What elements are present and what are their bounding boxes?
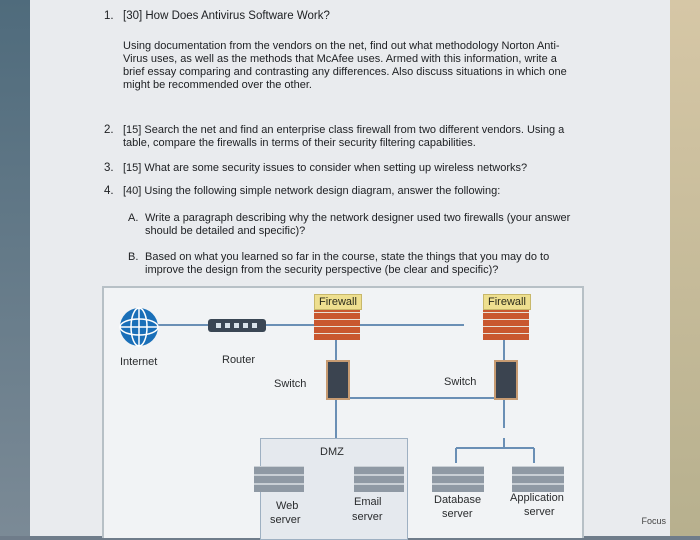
q4a-line2: should be detailed and specific)? [145,225,306,237]
web-server-icon [254,466,304,492]
q1-line3: brief essay comparing and contrasting any differences. Also discuss situations in which one [123,66,567,78]
globe-icon [118,306,160,348]
q4b-line2: improve the design from the security perspective (be clear and specific)? [145,264,499,276]
q3-number: 3. [104,162,114,174]
q1-line1: Using documentation from the vendors on the net, find out what methodology Norton Anti- [123,40,560,52]
database-server-label-1: Database [434,494,482,506]
q2-line2: table, compare the firewalls in terms of their security filtering capabilities. [123,137,476,149]
application-server-label-2: server [524,506,555,518]
web-server-label-1: Web [276,500,299,512]
right-background [670,0,700,536]
q4a-letter: A. [128,212,139,224]
q4-number: 4. [104,185,114,197]
router-icon [208,319,266,332]
q4b-line1: Based on what you learned so far in the course, state the things that you may do to [145,251,550,263]
q1-line2: Virus uses, as well as the methods that McAfee uses. Armed with this information, write a [123,53,557,65]
internet-label: Internet [120,356,158,368]
q1-title: [30] How Does Antivirus Software Work? [123,10,330,22]
email-server-icon [354,466,404,492]
database-server-icon [432,466,484,492]
firewall1-icon [314,310,360,340]
q4a-line1: Write a paragraph describing why the network designer used two firewalls (your answer [145,212,571,224]
application-server-label-1: Application [510,492,564,504]
switch1-label: Switch [274,378,307,390]
switch1-icon [326,360,350,400]
q1-line4: might be recommended over the other. [123,79,312,91]
q2-line1: [15] Search the net and find an enterprise class firewall from two different vendors. Using a [123,124,565,136]
q2-number: 2. [104,124,114,136]
email-server-label-1: Email [354,496,382,508]
focus-button[interactable]: Focus [641,516,666,526]
web-server-label-2: server [270,514,301,526]
q1-number: 1. [104,10,114,22]
dmz-label: DMZ [320,446,344,458]
network-diagram [102,286,584,538]
switch2-label: Switch [444,376,477,388]
email-server-label-2: server [352,511,383,523]
firewall1-label: Firewall [314,294,362,310]
application-server-icon [512,466,564,492]
router-label: Router [222,354,256,366]
switch2-icon [494,360,518,400]
firewall2-label: Firewall [483,294,531,310]
database-server-label-2: server [442,508,473,520]
q3-line1: [15] What are some security issues to consider when setting up wireless networks? [123,162,528,174]
q4-line1: [40] Using the following simple network design diagram, answer the following: [123,185,501,197]
left-background [0,0,30,536]
q4b-letter: B. [128,251,139,263]
firewall2-icon [483,310,529,340]
